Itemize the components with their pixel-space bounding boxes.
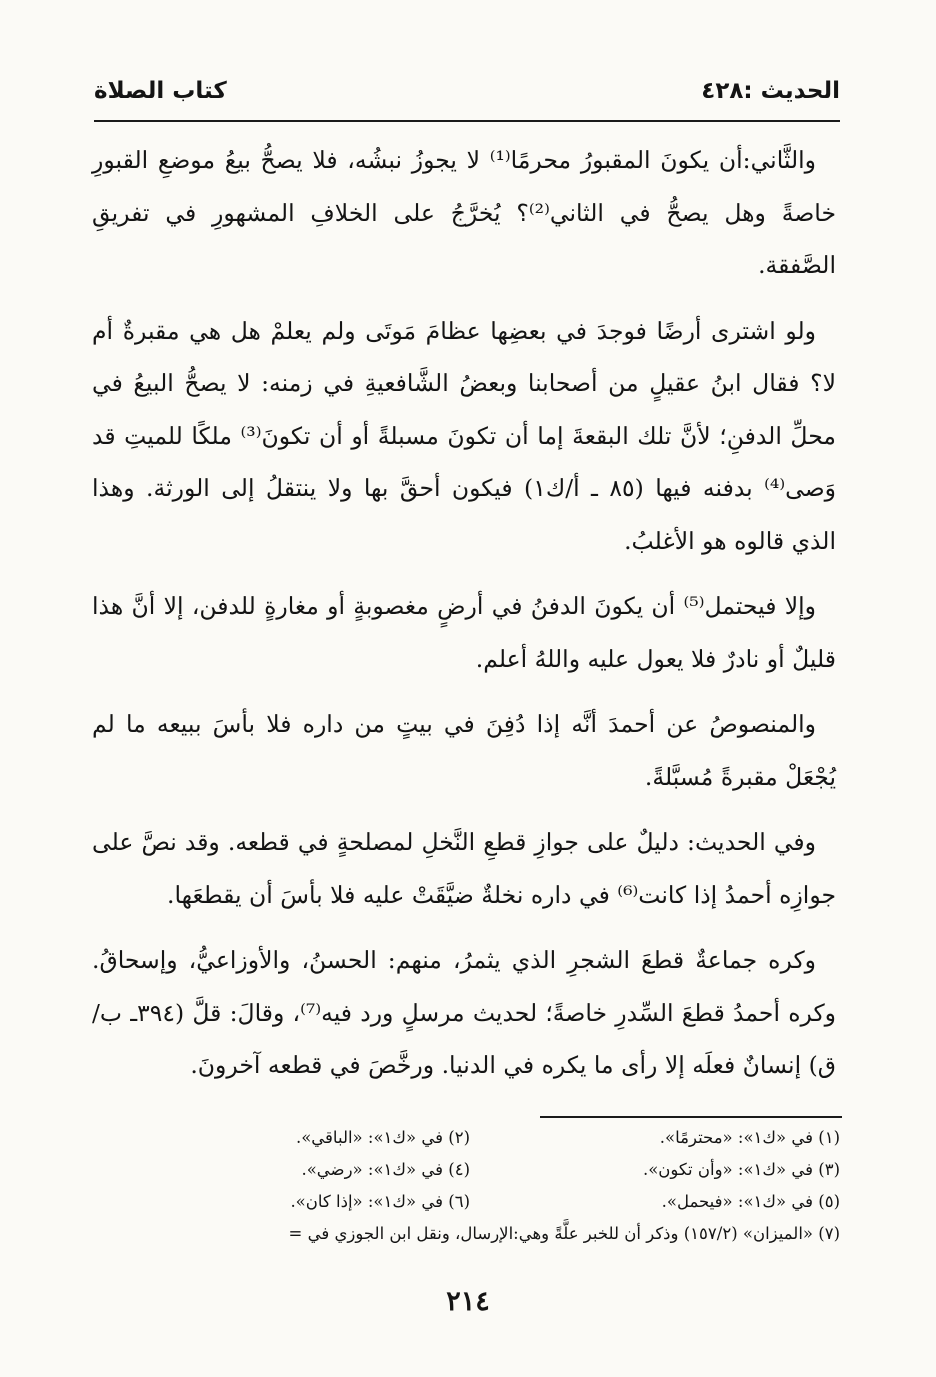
- footnote-row: [92, 1154, 840, 1186]
- paragraph: والمنصوصُ عن أحمدَ أنَّه إذا دُفِنَ في بيتٍ من داره فلا بأسَ ببيعه ما لم يُجْعَلْ مقبرةً مُسبَّلةً.: [92, 710, 836, 791]
- paragraph: ولو اشترى أرضًا فوجدَ في بعضِها عظامَ مَوتَى ولم يعلمْ هل هي مقبرةٌ أم لا؟ فقال ابنُ عقيلٍ من أصحابنا وبعضُ الشَّافعيةِ في زمنه: لا يصحُّ البيعُ في محلِّ الدفنِ؛ لأنَّ تلك البقعةَ إما أن تكونَ مسبلةً أو أن تكونَ⁽³⁾ ملكًا للميتِ قد وَصى⁽⁴⁾ بدفنه فيها (٨٥ ـ أ/ك١) فيكون أحقَّ بها ولا ينتقلُ إلى الورثة. وهذا الذي قالوه هو الأغلبُ.: [92, 316, 837, 555]
- footnote-2: (٢) في «ك١»: «الباقي».: [295, 1128, 470, 1147]
- footnote-6: (٦) في «ك١»: «إذا كان».: [290, 1192, 470, 1211]
- paragraph: وإلا فيحتمل⁽⁵⁾ أن يكونَ الدفنُ في أرضٍ مغصوبةٍ أو مغارةٍ للدفن، إلا أنَّ هذا قليلٌ أو نادرٌ فلا يعول عليه واللهُ أعلم.: [92, 592, 836, 673]
- page-number: ٢١٤: [446, 1286, 490, 1317]
- paragraph: وكره جماعةٌ قطعَ الشجرِ الذي يثمرُ، منهم: الحسنُ، والأوزاعيُّ، وإسحاقُ. وكره أحمدُ قطعَ السِّدرِ خاصةً؛ لحديث مرسلٍ ورد فيه⁽⁷⁾، وقالَ: قلَّ (٣٩٤ـ ب/ق) إنسانٌ فعلَه إلا رأى ما يكره في الدنيا. ورخَّصَ في قطعه آخرونَ.: [92, 946, 837, 1079]
- footnote-4: (٤) في «ك١»: «رضي».: [301, 1160, 470, 1179]
- paragraph: وفي الحديث: دليلٌ على جوازِ قطعِ النَّخلِ لمصلحةٍ في قطعه. وقد نصَّ على جوازِه أحمدُ إذا كانت⁽⁶⁾ في داره نخلةٌ ضيَّقَتْ عليه فلا بأسَ أن يقطعَها.: [92, 828, 836, 909]
- footnote-3: (٣) في «ك١»: «وأن تكون».: [642, 1160, 840, 1179]
- running-header: [94, 74, 840, 122]
- footnote-5: (٥) في «ك١»: «فيحمل».: [661, 1192, 840, 1211]
- footnotes: [92, 1122, 840, 1250]
- book-title: كتاب الصلاة: [94, 78, 227, 104]
- paragraph: والثَّاني:أن يكونَ المقبورُ محرمًا⁽¹⁾ لا يجوزُ نبشُه، فلا يصحُّ بيعُ موضعِ القبورِ خاصةً وهل يصحُّ في الثاني⁽²⁾؟ يُخرَّجُ على الخلافِ المشهورِ في تفريقِ الصَّفقة.: [92, 146, 836, 279]
- footnote-7: (٧) «الميزان» (١٥٧/٢) وذكر أن للخبر علَّةً وهي:الإرسال، ونقل ابن الجوزي في =: [288, 1224, 840, 1243]
- footnote-row: [92, 1186, 840, 1218]
- main-text: [92, 134, 836, 1105]
- footnote-row: [92, 1122, 840, 1154]
- footnote-1: (١) في «ك١»: «محترمًا».: [659, 1128, 840, 1147]
- footnote-separator: [540, 1116, 842, 1118]
- hadith-reference: الحديث :٤٢٨: [701, 78, 840, 104]
